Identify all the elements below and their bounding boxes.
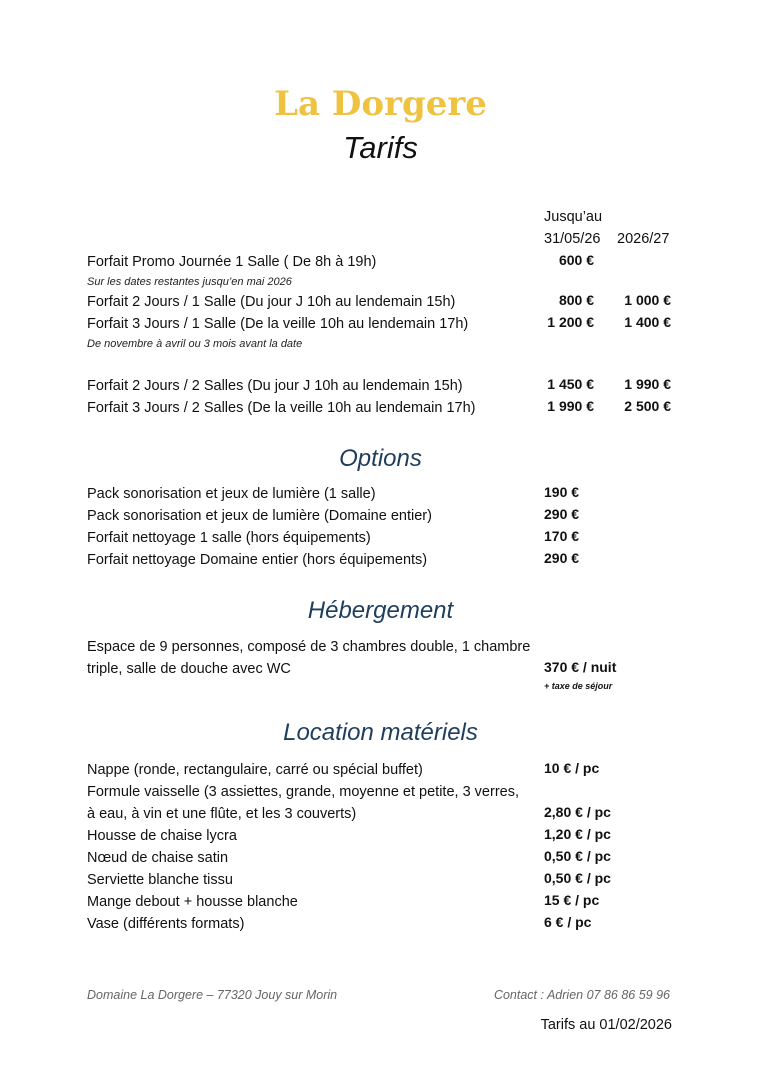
location-item-label: Housse de chaise lycra [87,828,237,844]
brand-title: La Dorgere [274,84,487,124]
location-item-price: 0,50 € / pc [544,870,611,886]
forfait-price-col2: 1 990 € [624,376,671,392]
forfait-price-col2: 1 400 € [624,314,671,330]
forfait-price-col1: 1 200 € [547,314,594,330]
location-item-price: 15 € / pc [544,892,600,908]
forfait-note: De novembre à avril ou 3 mois avant la date [87,338,303,350]
option-price: 290 € [544,550,580,566]
location-item-label: Nœud de chaise satin [87,850,229,866]
tariff-date: Tarifs au 01/02/2026 [540,1017,672,1033]
option-price: 290 € [544,506,580,522]
hebergement-description-line1: Espace de 9 personnes, composé de 3 chambres double, 1 chambre [87,639,531,655]
location-item-label: Formule vaisselle (3 assiettes, grande, moyenne et petite, 3 verres, [87,784,519,800]
hebergement-tax-note: + taxe de séjour [544,681,613,691]
forfait-price-col1: 1 990 € [547,398,594,414]
location-item-label: Vase (différents formats) [87,916,245,932]
section-title-options: Options [339,445,422,472]
hebergement-description-line2: triple, salle de douche avec WC [87,661,291,677]
location-item-price: 2,80 € / pc [544,804,611,820]
forfait-price-col1: 1 450 € [547,376,594,392]
location-item-price: 1,20 € / pc [544,826,611,842]
section-title-hebergement: Hébergement [307,597,454,624]
section-title-location: Location matériels [283,719,478,746]
forfait-price-col1: 600 € [558,252,594,268]
forfait-label: Forfait Promo Journée 1 Salle ( De 8h à 19h) [87,254,377,270]
page-title: Tarifs [343,130,418,165]
footer-address: Domaine La Dorgere – 77320 Jouy sur Morin [87,988,338,1002]
forfait-label: Forfait 3 Jours / 1 Salle (De la veille 10h au lendemain 17h) [87,316,469,332]
option-price: 170 € [544,528,580,544]
forfait-label: Forfait 3 Jours / 2 Salles (De la veille 10h au lendemain 17h) [87,400,476,416]
column-header-line1: Jusqu’au [544,209,603,225]
footer-contact: Contact : Adrien 07 86 86 59 96 [493,988,670,1002]
option-price: 190 € [544,484,580,500]
option-label: Pack sonorisation et jeux de lumière (1 salle) [87,486,376,502]
column-header-line2: 31/05/26 [544,231,601,247]
forfait-note: Sur les dates restantes jusqu’en mai 2026 [87,276,292,288]
option-label: Forfait nettoyage 1 salle (hors équipements) [87,530,371,546]
forfait-price-col2: 1 000 € [624,292,671,308]
option-label: Forfait nettoyage Domaine entier (hors équipements) [87,552,428,568]
location-item-label: Serviette blanche tissu [87,872,233,888]
location-item-label: Nappe (ronde, rectangulaire, carré ou spécial buffet) [87,762,423,778]
location-item-price: 10 € / pc [544,760,600,776]
forfait-price-col2: 2 500 € [624,398,671,414]
forfait-label: Forfait 2 Jours / 2 Salles (Du jour J 10h au lendemain 15h) [87,378,463,394]
location-item-price: 6 € / pc [544,914,592,930]
hebergement-price: 370 € / nuit [544,659,617,675]
forfait-price-col1: 800 € [558,292,594,308]
forfait-label: Forfait 2 Jours / 1 Salle (Du jour J 10h au lendemain 15h) [87,294,456,310]
location-item-label: à eau, à vin et une flûte, et les 3 couverts) [87,806,357,822]
location-item-price: 0,50 € / pc [544,848,611,864]
option-label: Pack sonorisation et jeux de lumière (Domaine entier) [87,508,432,524]
location-item-label: Mange debout + housse blanche [87,894,298,910]
column-header-2026-27: 2026/27 [617,231,670,247]
